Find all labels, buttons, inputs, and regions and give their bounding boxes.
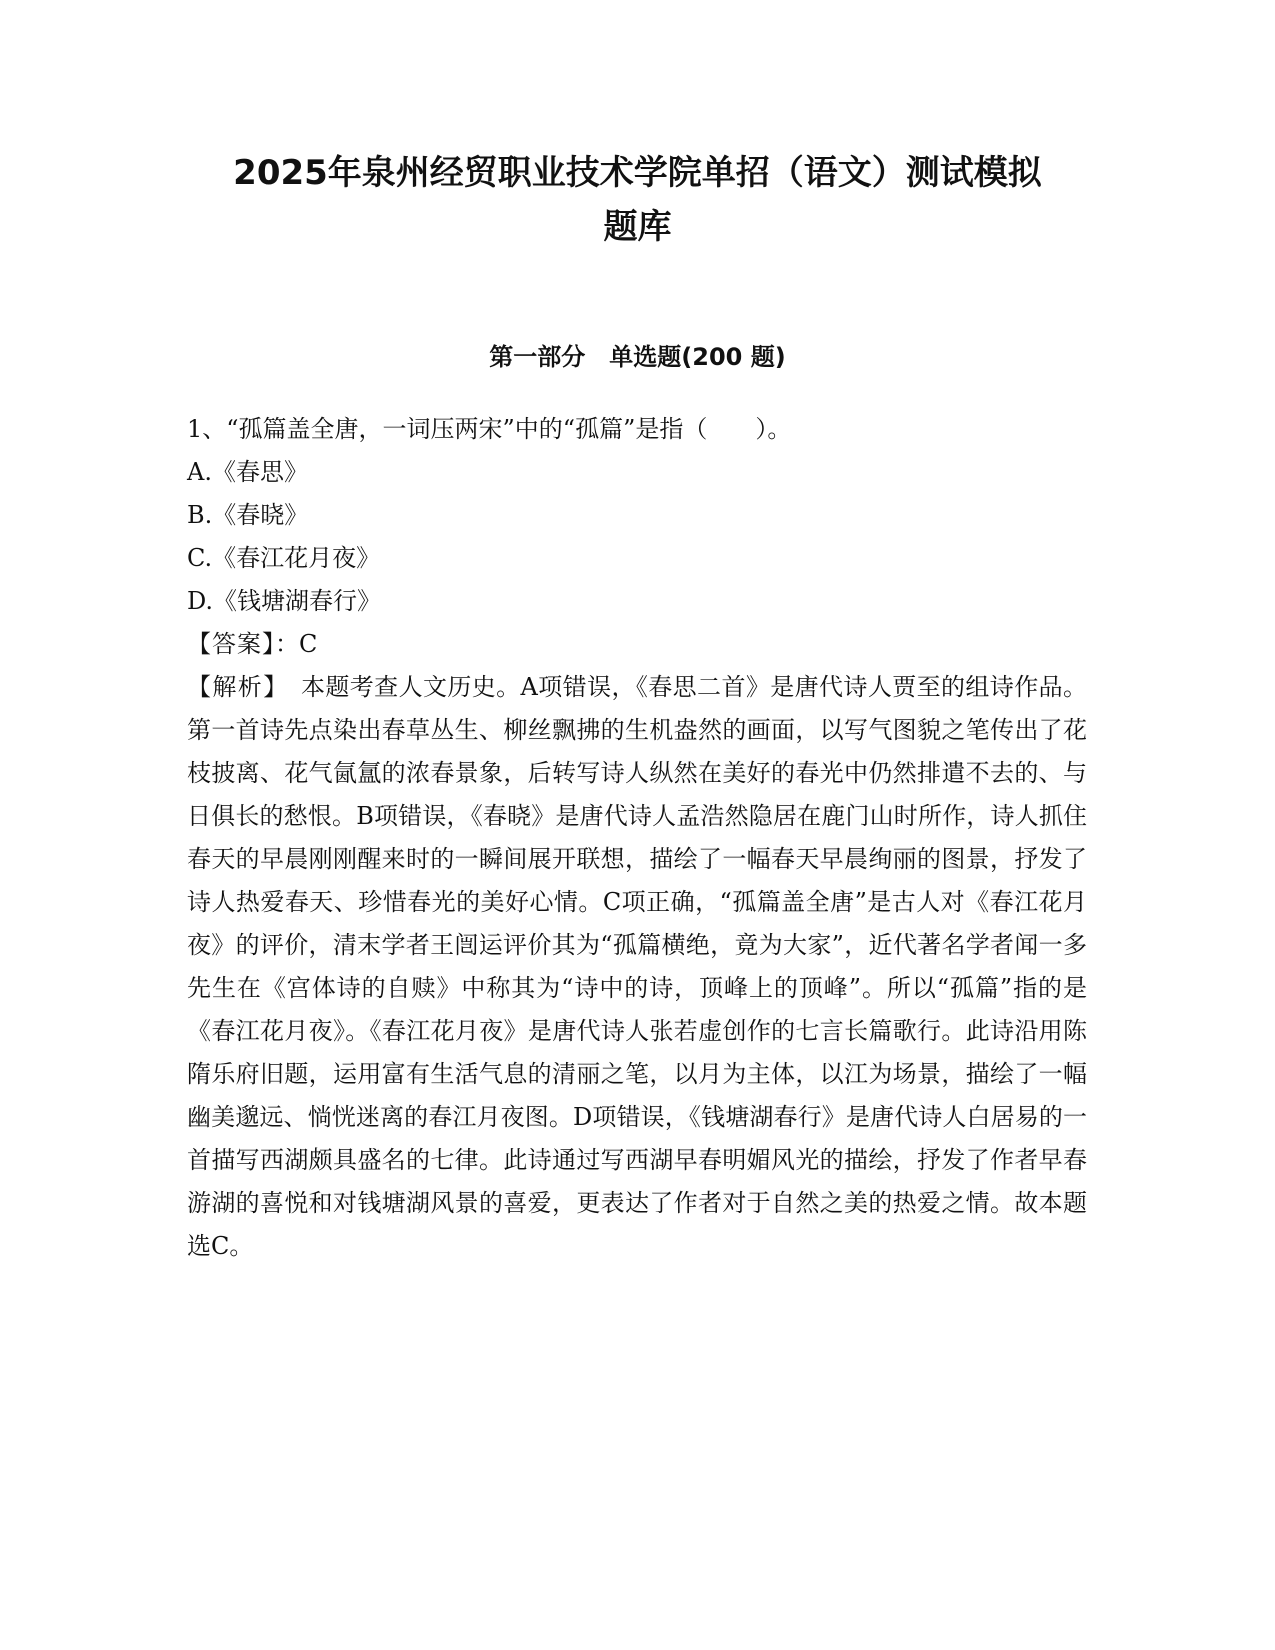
answer-line bbox=[187, 623, 1087, 666]
analysis-text: 本题考查人文历史。A项错误，《春思二首》是唐代诗人贾至的组诗作品。第一首诗先点染出春草丛生、柳丝飘拂的生机盎然的画面，以写气图貌之笔传出了花枝披离、花气氤氲的浓春景象，后转写诗人纵然在美好的春光中仍然排遣不去的、与日俱长的愁恨。B项错误，《春晓》是唐代诗人孟浩然隐居在鹿门山时所作，诗人抓住春天的早晨刚刚醒来时的一瞬间展开联想，描绘了一幅春天早晨绚丽的图景，抒发了诗人热爱春天、珍惜春光的美好心情。C项正确，“孤篇盖全唐”是古人对《春江花月夜》的评价，清末学者王闿运评价其为“孤篇横绝，竟为大家”，近代著名学者闻一多先生在《宫体诗的自赎》中称其为“诗中的诗，顶峰上的顶峰”。所以“孤篇”指的是《春江花月夜》。《春江花月夜》是唐代诗人张若虚创作的七言长篇歌行。此诗沿用陈隋乐府旧题，运用富有生活气息的清丽之笔，以月为主体，以江为场景，描绘了一幅幽美邈远、惝恍迷离的春江月夜图。D项错误，《钱塘湖春行》是唐代诗人白居易的一首描写西湖颇具盛名的七律。此诗通过写西湖早春明媚风光的描绘，抒发了作者早春游湖的喜悦和对钱塘湖风景的喜爱，更表达了作者对于自然之美的热爱之情。故本题选C。 bbox=[187, 673, 1087, 1260]
option-d: D.《钱塘湖春行》 bbox=[187, 587, 382, 615]
question-stem: 1、“孤篇盖全唐，一词压两宋”中的“孤篇”是指（ ）。 bbox=[187, 415, 792, 443]
answer-label: 【答案】 bbox=[187, 630, 275, 658]
option-a: A.《春思》 bbox=[187, 458, 308, 486]
question-block bbox=[187, 408, 1087, 1268]
option-c: C.《春江花月夜》 bbox=[187, 544, 381, 572]
document-title-line-2: 题库 bbox=[603, 207, 672, 247]
analysis-paragraph bbox=[187, 666, 1087, 1268]
analysis-label: 【解析】 bbox=[187, 673, 277, 701]
document-title bbox=[150, 146, 1125, 254]
section-heading: 第一部分 单选题(200 题) bbox=[489, 343, 786, 371]
option-b: B.《春晓》 bbox=[187, 501, 309, 529]
document-title-line-1: 2025年泉州经贸职业技术学院单招（语文）测试模拟 bbox=[233, 153, 1042, 193]
answer-value: ：C bbox=[275, 630, 318, 658]
